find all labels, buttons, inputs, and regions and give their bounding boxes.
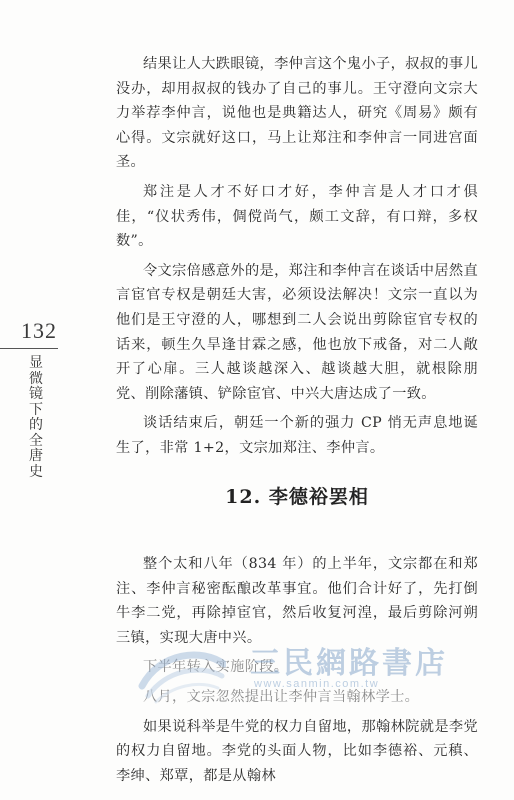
paragraph: 结果让人大跌眼镜，李仲言这个鬼小子，叔叔的事儿没办，却用叔叔的钱办了自己的事儿。王守澄向文宗大力举荐李仲言，说他也是典籍达人，研究《周易》颇有心得。文宗就好这口，马上让郑注和李仲言一同进宫面圣。 [116,56,478,171]
running-title: 显微镜下的全唐史 [29,355,43,480]
page-number: 132 [21,318,57,343]
paragraph: 谈话结束后，朝廷一个新的强力 CP 悄无声息地诞生了，非常 1+2，文宗加郑注、李仲言。 [116,415,478,456]
paragraph: 八月，文宗忽然提出让李仲言当翰林学士。 [142,688,420,705]
section-heading: 12. 李德裕罢相 [225,486,369,508]
sanmin-logo-icon [138,644,226,704]
page-number-rule [0,348,58,349]
watermark-url: www.sanmin.com.tw [254,678,380,690]
body-text-top [116,52,478,466]
watermark-name: 三民網路書店 [250,646,448,681]
paragraph: 郑注是人才不好口才好，李仲言是人才口才俱佳，“仪状秀伟，倜傥尚气，颇工文辞，有口辩，多权数”。 [116,183,478,250]
paragraph: 下半年转入实施阶段。 [142,659,289,676]
paragraph: 如果说科举是牛党的权力自留地，那翰林院就是李党的权力自留地。李党的头面人物，比如李德裕、元稹、李绅、郑覃，都是从翰林 [116,718,478,784]
paragraph: 整个太和八年（834 年）的上半年，文宗都在和郑注、李仲言秘密酝酿改革事宜。他们合计好了，先打倒牛李二党，再除掉宦官，然后收复河湟，最后剪除河朔三镇，实现大唐中兴。 [116,556,478,646]
watermark [138,636,448,710]
paragraph: 令文宗倍感意外的是，郑注和李仲言在谈话中居然直言宦官专权是朝廷大害，必须设法解决！文宗一直以为他们是王守澄的人，哪想到二人会说出剪除宦官专权的话来，顿生久旱逢甘霖之感，他也放下戒备，对二人敞开了心扉。三人越谈越深入、越谈越大胆，就根除朋党、削除藩镇、铲除宦官、中兴大唐达成了一致。 [116,262,478,402]
